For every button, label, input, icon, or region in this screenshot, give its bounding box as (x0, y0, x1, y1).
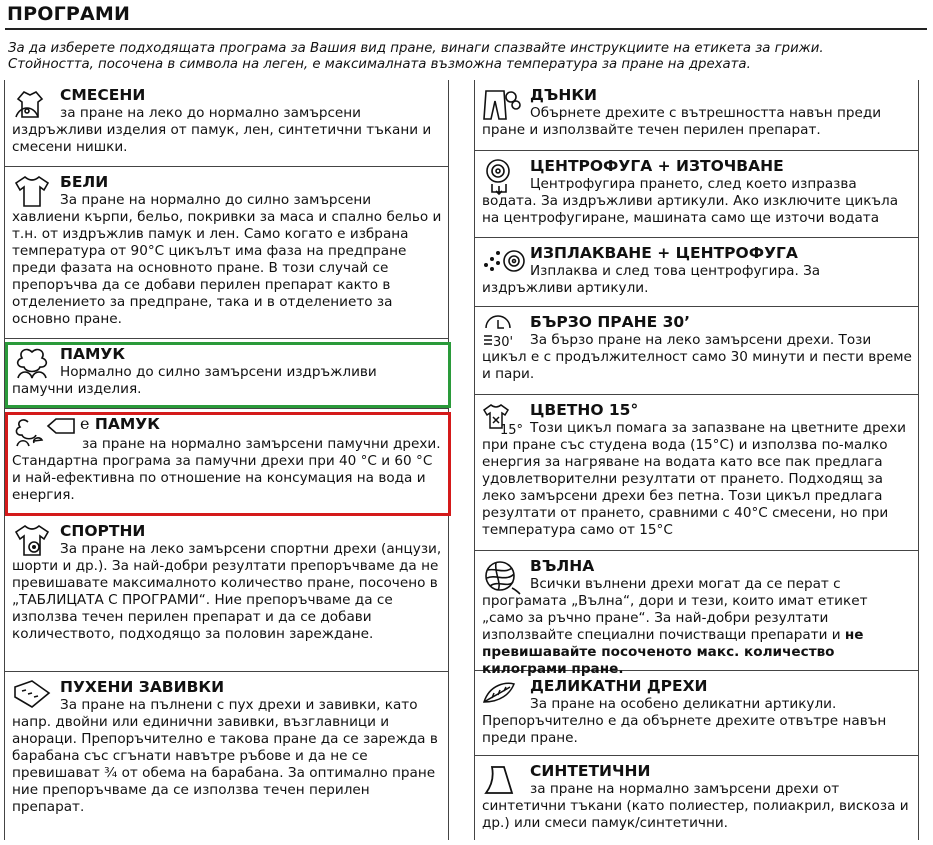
program-sport (5, 516, 448, 672)
program-mixed (5, 80, 448, 167)
heading: СИНТЕТИЧНИ (530, 762, 651, 780)
intro-line-2: Стойността, посочена в символа на леген, е максималната възможна температура за пране на дрехата. (8, 57, 751, 72)
rinse-spin-icon (482, 245, 528, 281)
right-column (474, 80, 919, 840)
quick-wash-icon-label: 30' (493, 335, 514, 350)
program-synthetics (475, 756, 918, 840)
program-jeans (475, 80, 918, 151)
heading: ЦЕНТРОФУГА + ИЗТОЧВАНЕ (530, 157, 784, 175)
description: Обърнете дрехите с вътрешността навън преди пране и използвайте течен перилен препарат. (482, 105, 882, 138)
mixed-fabrics-icon (12, 87, 52, 127)
description-bold: не превишавайте посоченото макс. количество килограми пране. (482, 627, 864, 677)
heading: СМЕСЕНИ (60, 86, 146, 104)
heading: ПУХЕНИ ЗАВИВКИ (60, 678, 225, 696)
colour-icon-label: 15° (500, 423, 524, 438)
jeans-icon (482, 87, 522, 125)
description: за пране на нормално замърсени дрехи от синтетични тъкани (като полиестер, полиакрил, вискоза и др.) или смеси памук/синтетични. (482, 781, 909, 831)
heading: ЦВЕТНО 15° (530, 401, 639, 419)
program-rinse-spin (475, 238, 918, 307)
program-quick-wash (475, 307, 918, 395)
heading-text: ПАМУК (94, 415, 160, 433)
duvet-icon (12, 679, 52, 715)
colour-icon (482, 402, 526, 440)
program-wool (475, 551, 918, 677)
intro-text (8, 41, 923, 73)
heading: БЕЛИ (60, 173, 109, 191)
eco-prefix: e (80, 414, 90, 433)
description: за пране на леко до нормално замърсени издръжливи изделия от памук, лен, синтетични тъкани и смесени нишки. (12, 105, 432, 155)
spin-drain-icon (482, 158, 522, 200)
title-underline (5, 28, 927, 30)
heading: ДЕЛИКАТНИ ДРЕХИ (530, 677, 708, 695)
description (482, 576, 912, 678)
delicates-icon (482, 678, 522, 712)
heading: ДЪНКИ (530, 86, 597, 104)
green-highlight-frame (5, 342, 451, 408)
description: Изплаква и след това центрофугира. За издръжливи артикули. (482, 263, 821, 296)
description: За пране на нормално до силно замърсени хавлиени кърпи, бельо, покривки за маса и спално бельо и т.н. от издръжлив памук и лен. Само когато е избрана температура от 90°C цикълът има фаза на предпране преди фазата на основното пране. В този случай се препоръчва да се добави перилен препарат както в отделението за предпране, така и в отделението за основно пране. (12, 192, 442, 327)
program-whites (5, 167, 448, 339)
program-spin-drain (475, 151, 918, 238)
heading: ВЪЛНА (530, 557, 595, 575)
heading: ИЗПЛАКВАНЕ + ЦЕНТРОФУГА (530, 244, 798, 262)
description-text: Всички вълнени дрехи могат да се перат с програмата „Вълна“, дори и тези, които имат етикет „само за ръчно пране“. За най-добри резултати използвайте специални почистващи препарати и (482, 576, 868, 643)
page-title: ПРОГРАМИ (7, 3, 131, 25)
sport-shirt-icon (12, 523, 52, 563)
synthetics-icon (482, 763, 522, 801)
description: Този цикъл помага за запазване на цветните дрехи при пране със студена вода (15°C) и използва по-малко енергия за нагряване на водата като все пак предлага удовлетворителни резултати от прането. Подходящ за леко замърсени дрехи без петна. Този цикъл предлага резултати от прането, сравними с 40°C смесени, но при температура само от 15°C (482, 420, 906, 538)
heading: СПОРТНИ (60, 522, 146, 540)
program-colour (475, 395, 918, 551)
heading: ПАМУК (60, 345, 126, 363)
description: За пране на леко замърсени спортни дрехи (анцузи, шорти и др.). За най-добри резултати препоръчваме да не превишавате максималното количество пране, посочено в „ТАБЛИЦАТА С ПРОГРАМИ“. Ние препоръчваме да се използва течен перилен препарат и да се добави количеството, подходящо за половин зареждане. (12, 541, 442, 642)
quick-wash-icon (482, 314, 526, 352)
description: За бързо пране на леко замърсени дрехи. Този цикъл е с продължителност само 30 минути и пести време и пари. (482, 332, 912, 382)
description: Нормално до силно замърсени издръжливи памучни изделия. (12, 364, 377, 397)
program-delicates (475, 671, 918, 756)
heading: БЪРЗО ПРАНЕ 30’ (530, 313, 691, 331)
intro-line-1: За да изберете подходящата програма за Вашия вид пране, винаги спазвайте инструкциите на етикета за грижи. (8, 41, 824, 56)
shirt-icon (12, 174, 52, 212)
wool-icon (482, 558, 522, 600)
description: За пране на пълнени с пух дрехи и завивки, като напр. двойни или единични завивки, възглавници и анораци. Препоръчително е такова пране да се зарежда в барабана със сгънати навътре ръбове и да не се превишават ¾ от обема на барабана. За оптимално пране ние препоръчваме да се използва течен перилен препарат. (12, 697, 438, 815)
red-highlight-frame (5, 412, 451, 516)
description: За пране на особено деликатни артикули. Препоръчително е да обърнете дрехите отвътре навън преди пране. (482, 696, 887, 746)
program-duvet (5, 672, 448, 840)
description: за пране на нормално замърсени памучни дрехи. Стандартна програма за памучни дрехи при 40 °C и 60 °C и най-ефективна по отношение на консумация на вода и енергия. (12, 436, 441, 503)
description: Центрофугира прането, след което изпразва водата. За издръжливи артикули. Ако изключите цикъла на центрофугиране, машината само ще източи водата (482, 176, 899, 226)
